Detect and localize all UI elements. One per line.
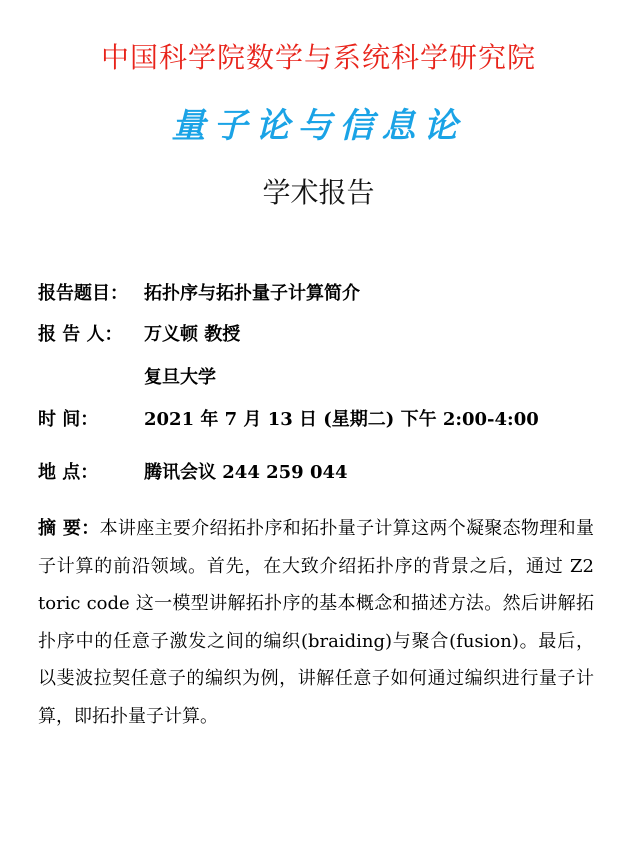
time-value: 2021 年 7 月 13 日 (星期二) 下午 2:00-4:00 xyxy=(144,409,539,430)
talk-title-label: 报告题目： xyxy=(38,283,128,304)
abstract-paragraph xyxy=(38,510,594,735)
speaker-label: 报 告 人： xyxy=(38,324,123,345)
event-type-heading: 学术报告 xyxy=(262,176,375,209)
speaker-row xyxy=(38,323,240,347)
talk-title-row xyxy=(38,282,360,306)
place-row xyxy=(38,461,348,485)
series-title: 量子论与信息论 xyxy=(171,106,466,146)
speaker-value: 万义顿 教授 xyxy=(144,324,241,345)
time-row xyxy=(38,408,539,432)
institute-title: 中国科学院数学与系统科学研究院 xyxy=(100,41,536,74)
abstract-label: 摘 要： xyxy=(38,518,100,539)
abstract-text: 本讲座主要介绍拓扑序和拓扑量子计算这两个凝聚态物理和量子计算的前沿领域。首先，在大致介绍拓扑序的背景之后，通过 Z2 toric code 这一模型讲解拓扑序的基本概念和描述方法。然后讲解拓扑序中的任意子激发之间的编织(braiding)与聚合(fusion)。最后，以斐波拉契任意子的编织为例，讲解任意子如何通过编织进行量子计算，即拓扑量子计算。 xyxy=(38,518,594,727)
talk-title-value: 拓扑序与拓扑量子计算简介 xyxy=(144,283,360,304)
speaker-affiliation: 复旦大学 xyxy=(144,367,216,388)
place-label: 地 点： xyxy=(38,462,99,483)
place-value: 腾讯会议 244 259 044 xyxy=(144,462,348,483)
time-label: 时 间： xyxy=(38,409,99,430)
